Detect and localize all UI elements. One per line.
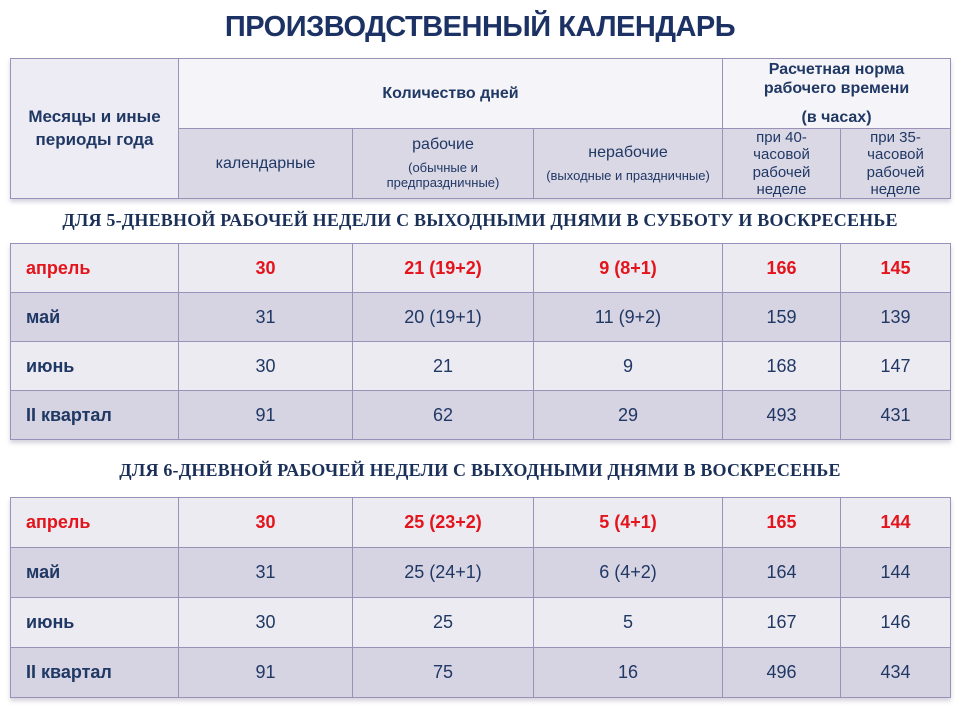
month-cell: июнь <box>11 342 179 391</box>
working-days-cell: 21 (19+2) <box>353 244 534 293</box>
table-row <box>11 648 951 698</box>
nonworking-days-cell: 9 (8+1) <box>534 244 723 293</box>
hours-35-cell: 434 <box>841 648 951 698</box>
month-cell: май <box>11 548 179 598</box>
table-row <box>11 391 951 440</box>
hours-35-cell: 145 <box>841 244 951 293</box>
working-days-cell: 62 <box>353 391 534 440</box>
five-day-week-heading: ДЛЯ 5-ДНЕВНОЙ РАБОЧЕЙ НЕДЕЛИ С ВЫХОДНЫМИ ДНЯМИ В СУББОТУ И ВОСКРЕСЕНЬЕ <box>62 210 898 230</box>
page-title: ПРОИЗВОДСТВЕННЫЙ КАЛЕНДАРЬ <box>224 11 736 43</box>
working-days-cell: 25 (23+2) <box>353 498 534 548</box>
calendar-days-header: календарные <box>179 129 353 199</box>
hours-40-cell: 493 <box>723 391 841 440</box>
calendar-days-cell: 30 <box>179 342 353 391</box>
nonworking-days-cell: 16 <box>534 648 723 698</box>
working-days-note: (обычные и предпраздничные) <box>386 160 500 190</box>
calendar-days-cell: 30 <box>179 498 353 548</box>
table-row <box>11 342 951 391</box>
working-days-cell: 25 (24+1) <box>353 548 534 598</box>
nonworking-days-cell: 11 (9+2) <box>534 293 723 342</box>
hours-40-cell: 166 <box>723 244 841 293</box>
hours-40-cell: 167 <box>723 598 841 648</box>
days-count-group-header: Количество дней <box>179 59 723 129</box>
hours-35-header: при 35-часовой рабочей неделе <box>841 129 951 199</box>
nonworking-days-header <box>534 129 723 199</box>
five-day-week-table <box>10 243 951 440</box>
nonworking-days-cell: 29 <box>534 391 723 440</box>
table-row <box>11 498 951 548</box>
nonworking-days-note: (выходные и праздничные) <box>546 167 710 183</box>
hours-40-cell: 496 <box>723 648 841 698</box>
calendar-days-cell: 31 <box>179 548 353 598</box>
month-cell: май <box>11 293 179 342</box>
months-column-header: Месяцы и иные периоды года <box>11 59 179 199</box>
six-day-week-table <box>10 497 951 698</box>
month-cell: июнь <box>11 598 179 648</box>
hours-40-cell: 168 <box>723 342 841 391</box>
working-days-label: рабочие <box>412 136 474 154</box>
working-days-cell: 25 <box>353 598 534 648</box>
table-row <box>11 598 951 648</box>
calendar-days-cell: 91 <box>179 648 353 698</box>
hours-35-cell: 146 <box>841 598 951 648</box>
nonworking-days-cell: 5 <box>534 598 723 648</box>
table-row <box>11 548 951 598</box>
calendar-days-cell: 91 <box>179 391 353 440</box>
hours-40-cell: 159 <box>723 293 841 342</box>
working-days-cell: 21 <box>353 342 534 391</box>
table-row <box>11 293 951 342</box>
working-days-header <box>353 129 534 199</box>
hours-35-cell: 431 <box>841 391 951 440</box>
calendar-days-cell: 30 <box>179 598 353 648</box>
table-row <box>11 244 951 293</box>
hours-40-header: при 40-часовой рабочей неделе <box>723 129 841 199</box>
working-days-cell: 75 <box>353 648 534 698</box>
hours-35-cell: 147 <box>841 342 951 391</box>
quarter-cell: II квартал <box>11 391 179 440</box>
six-day-week-heading: ДЛЯ 6-ДНЕВНОЙ РАБОЧЕЙ НЕДЕЛИ С ВЫХОДНЫМИ ДНЯМИ В ВОСКРЕСЕНЬЕ <box>119 460 841 480</box>
nonworking-days-cell: 6 (4+2) <box>534 548 723 598</box>
work-norm-line1: Расчетная норма рабочего времени <box>763 61 910 98</box>
work-norm-line2: (в часах) <box>801 108 872 126</box>
hours-35-cell: 139 <box>841 293 951 342</box>
hours-35-cell: 144 <box>841 548 951 598</box>
quarter-cell: II квартал <box>11 648 179 698</box>
nonworking-days-cell: 9 <box>534 342 723 391</box>
hours-35-cell: 144 <box>841 498 951 548</box>
hours-40-cell: 165 <box>723 498 841 548</box>
calendar-days-cell: 31 <box>179 293 353 342</box>
working-days-cell: 20 (19+1) <box>353 293 534 342</box>
work-norm-group-header <box>723 59 951 129</box>
month-cell: апрель <box>11 498 179 548</box>
nonworking-days-cell: 5 (4+1) <box>534 498 723 548</box>
hours-40-cell: 164 <box>723 548 841 598</box>
month-cell: апрель <box>11 244 179 293</box>
calendar-days-cell: 30 <box>179 244 353 293</box>
calendar-header-table <box>10 58 951 199</box>
nonworking-days-label: нерабочие <box>588 143 668 161</box>
